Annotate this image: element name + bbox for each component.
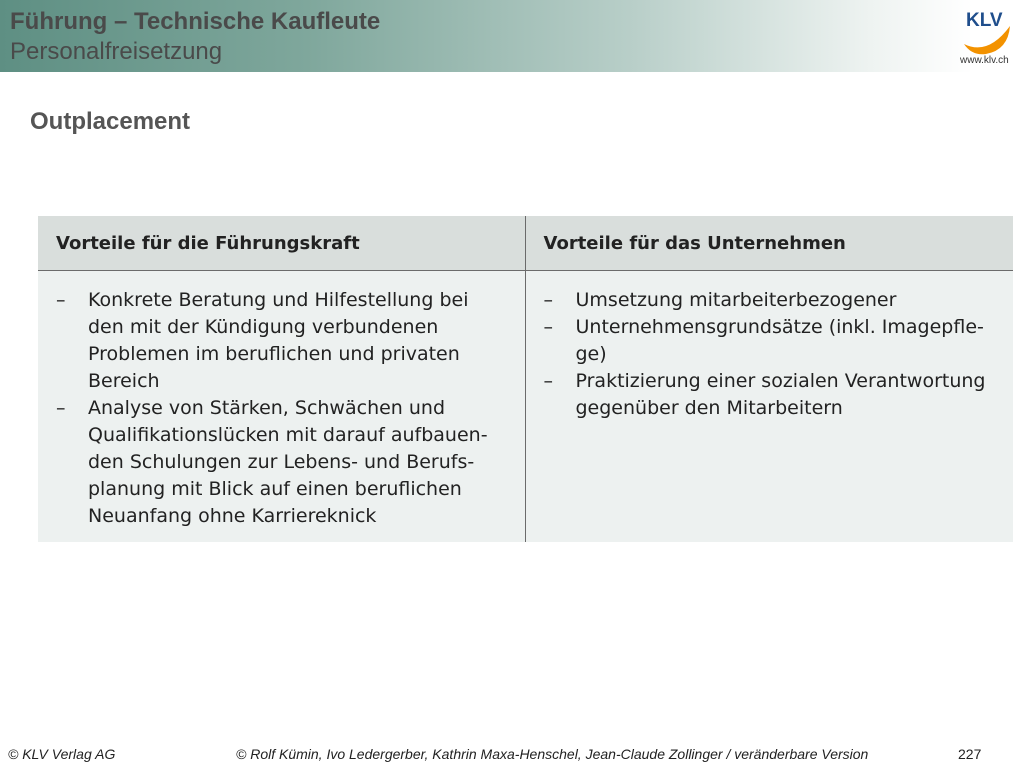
left-bullet-list <box>56 287 507 530</box>
table-body-row <box>38 271 1013 543</box>
left-column-cell <box>38 271 525 543</box>
header-subtitle: Personalfreisetzung <box>10 38 223 65</box>
list-item <box>56 287 507 395</box>
list-item <box>56 395 507 530</box>
dash-icon: – <box>543 370 553 392</box>
list-item-text: Unternehmensgrundsätze (inkl. Imagepfle- ge) <box>575 316 984 365</box>
comparison-table <box>38 216 1013 542</box>
list-item-text: Umsetzung mitarbeiterbezogener <box>575 289 897 311</box>
right-bullet-list <box>544 287 996 422</box>
right-column-cell <box>525 271 1013 543</box>
header-title: Führung – Technische Kaufleute <box>10 8 381 35</box>
list-item <box>544 314 996 368</box>
dash-icon: – <box>543 316 553 338</box>
dash-icon: – <box>56 397 66 419</box>
section-title: Outplacement <box>30 108 191 135</box>
dash-icon: – <box>56 289 66 311</box>
footer-page-number: 227 <box>958 746 982 762</box>
footer-publisher: © KLV Verlag AG <box>8 746 116 762</box>
list-item-text: Praktizierung einer sozialen Verantwortung gegenüber den Mitarbeitern <box>575 370 986 419</box>
footer-authors: © Rolf Kümin, Ivo Ledergerber, Kathrin Maxa-Henschel, Jean-Claude Zollinger / veränderbare Version <box>236 746 869 762</box>
table-header-row <box>38 216 1013 271</box>
list-item <box>544 287 996 314</box>
header-banner <box>0 0 1024 72</box>
list-item-text: Analyse von Stärken, Schwächen und Qualifikationslücken mit darauf aufbauen- den Schulungen zur Lebens- und Berufs- planung mit Blick auf einen beruflichen Neuanfang ohne Karriereknick <box>88 397 488 527</box>
logo-text: KLV <box>966 10 1003 31</box>
right-column-header: Vorteile für das Unternehmen <box>525 216 1013 271</box>
list-item-text: Konkrete Beratung und Hilfestellung bei den mit der Kündigung verbundenen Problemen im beruflichen und privaten Bereich <box>88 289 469 392</box>
logo-url: www.klv.ch <box>960 55 1009 66</box>
dash-icon: – <box>543 289 553 311</box>
list-item <box>544 368 996 422</box>
left-column-header: Vorteile für die Führungskraft <box>38 216 525 271</box>
